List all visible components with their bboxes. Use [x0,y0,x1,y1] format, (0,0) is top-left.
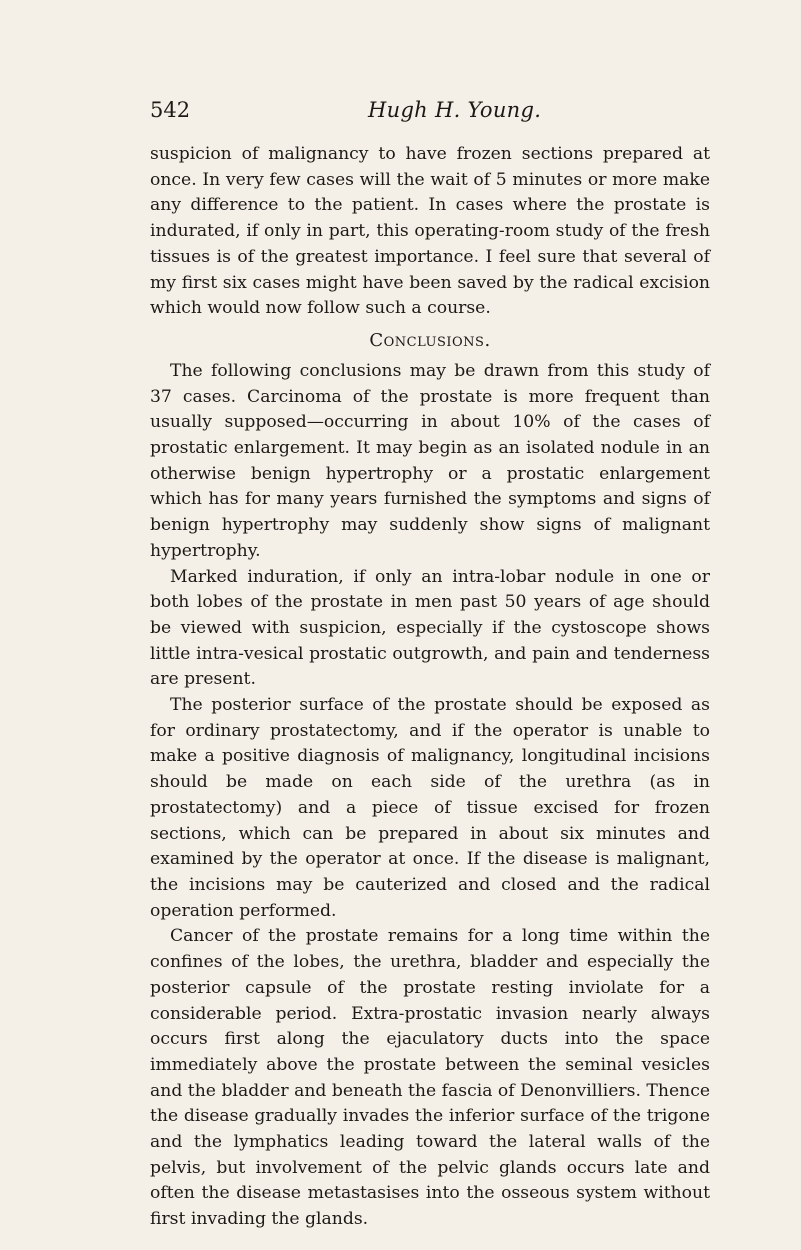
page-number: 542 [150,98,191,122]
running-header [150,98,710,128]
paragraph: The following conclusions may be drawn from this study of 37 cases. Carcinoma of the prostate is more frequent than usually supposed—occurring in about 10% of the cases of prostatic enlargement. It may begin as an isolated nodule in an otherwise benign hypertrophy or a prostatic enlargement which has for many years furnished the symptoms and signs of benign hypertrophy may suddenly show signs of malignant hypertrophy. [150,360,710,561]
paragraph: Marked induration, if only an intra-lobar nodule in one or both lobes of the prostate in men past 50 years of age should be viewed with suspicion, especially if the cystoscope shows little intra-vesical prostatic outgrowth, and pain and tenderness are present. [150,566,710,690]
paragraph: Cancer of the prostate remains for a long time within the confines of the lobes, the urethra, bladder and especially the posterior capsule of the prostate resting inviolate for a considerable period. Extra-prostatic invasion nearly always occurs first along the ejaculatory ducts into the space immediately above the prostate between the seminal vesicles and the bladder and beneath the fascia of Denonvilliers. Thence the disease gradually invades the inferior surface of the trigone and the lymphatics leading toward the lateral walls of the pelvis, but involvement of the pelvic glands occurs late and often the disease metastasises into the osseous system without first invading the glands. [150,926,710,1230]
body-text [150,142,710,1233]
paragraph: suspicion of malignancy to have frozen sections prepared at once. In very few cases will the wait of 5 minutes or more make any difference to the patient. In cases where the prostate is indurated, if only in part, this operating-room study of the fresh tissues is of the greatest importance. I feel sure that several of my first six cases might have been saved by the radical excision which would now follow such a course. [150,144,710,319]
section-heading: Conclusions. [369,329,491,351]
paragraph: The posterior surface of the prostate should be exposed as for ordinary prostatectomy, and if the operator is unable to make a positive diagnosis of malignancy, longitudinal incisions should be made on each side of the urethra (as in prostatectomy) and a piece of tissue excised for frozen sections, which can be prepared in about six minutes and examined by the operator at once. If the disease is malignant, the incisions may be cauterized and closed and the radical operation performed. [150,695,710,921]
running-title: Hugh H. Young. [368,98,542,122]
